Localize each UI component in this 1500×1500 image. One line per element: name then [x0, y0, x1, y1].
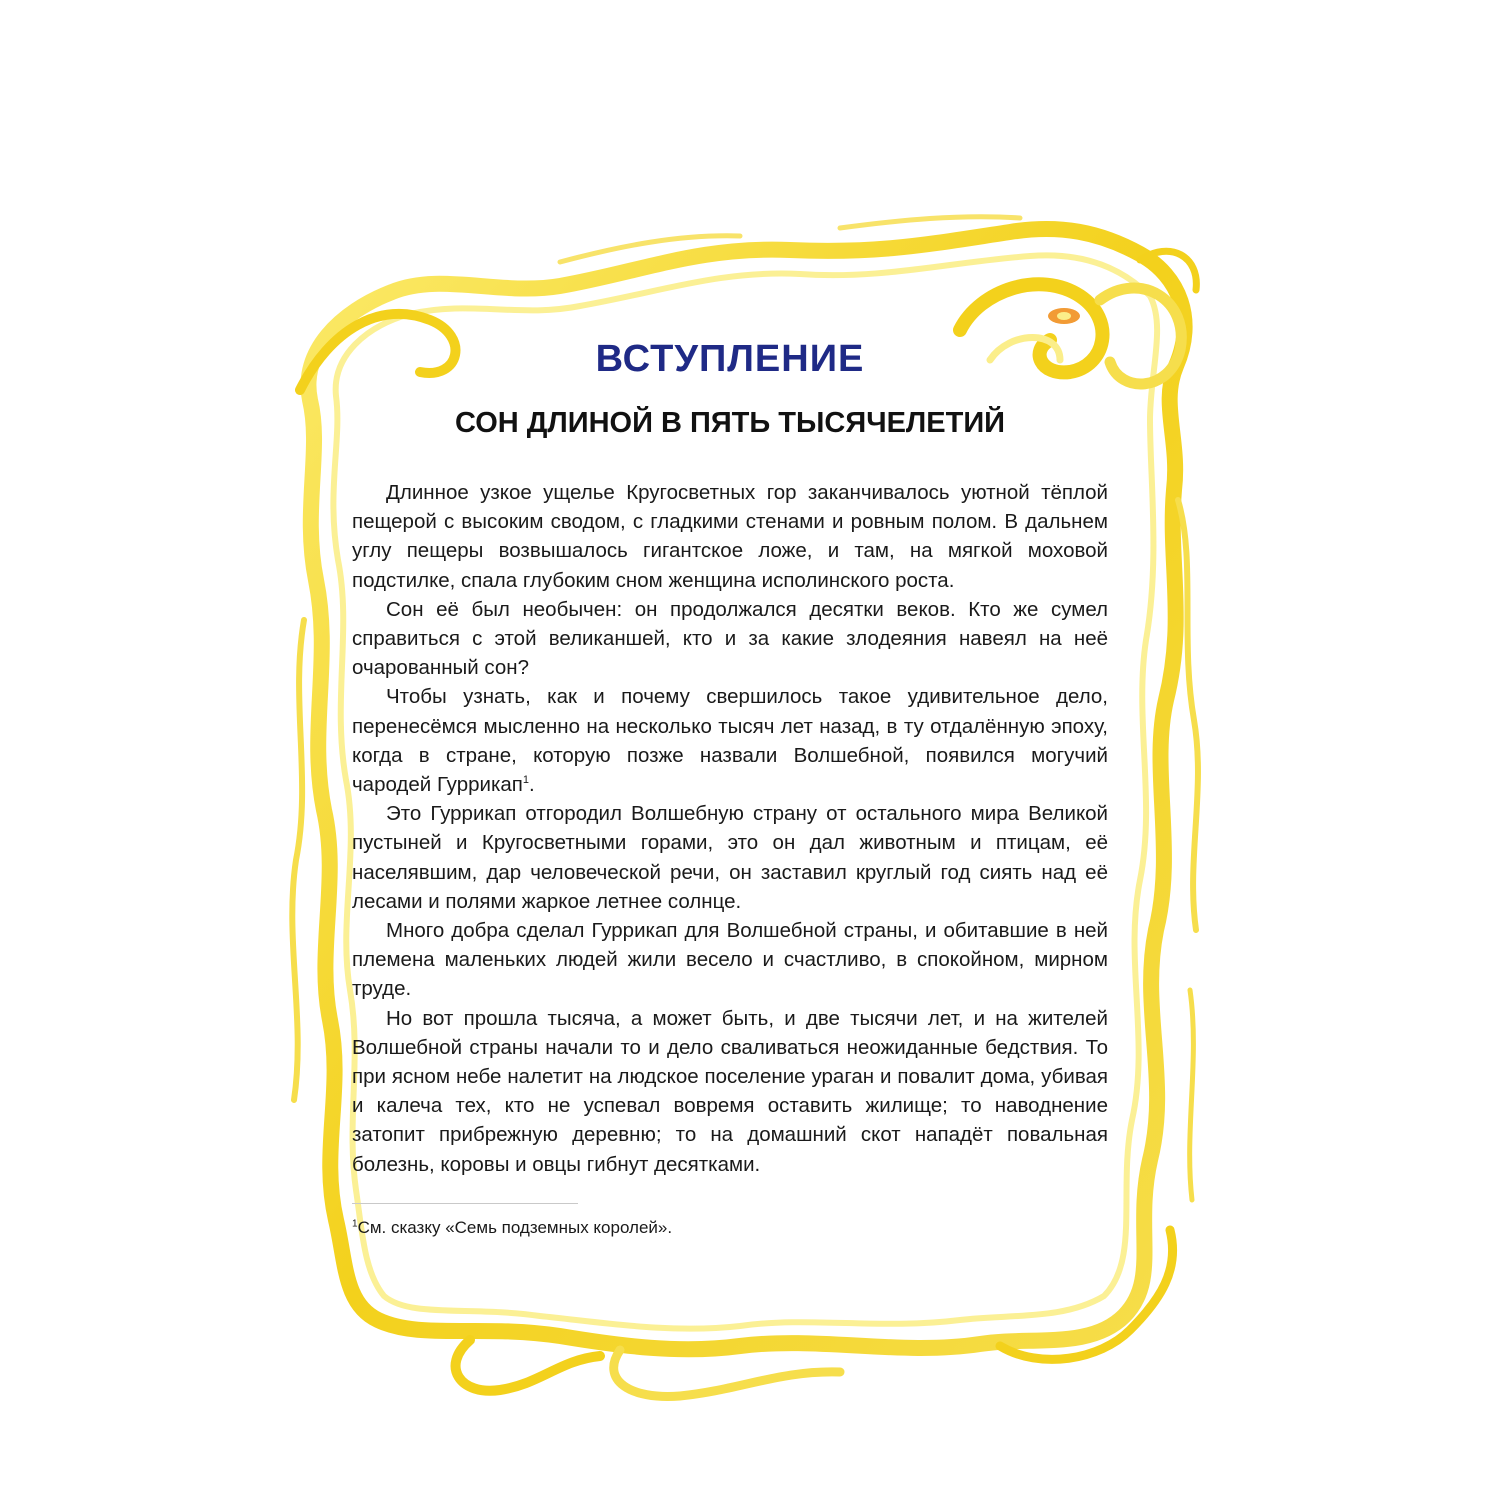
footnote-text: См. сказку «Семь подземных королей». — [357, 1217, 673, 1237]
page-content — [352, 338, 1108, 1238]
frame-curl-bottom-center — [614, 1350, 840, 1397]
body-text — [352, 478, 1108, 1179]
chapter-subtitle: СОН ДЛИНОЙ В ПЯТЬ ТЫСЯЧЕЛЕТИЙ — [454, 407, 1006, 439]
frame-wisp-left-1 — [292, 620, 304, 1100]
paragraph: Сон её был необычен: он продолжался десятки веков. Кто же сумел справиться с этой великаншей, кто и за какие злодеяния навеял на неё очарованный сон? — [352, 597, 1108, 680]
footnote-reference[interactable]: 1 — [522, 774, 529, 787]
paragraph: Длинное узкое ущелье Кругосветных гор заканчивалось уютной тёплой пещерой с высоким сводом, с гладкими стенами и ровным полом. В дальнем углу пещеры возвышалось гигантское ложе, и там, на мягкой моховой подстилке, спала глубоким сном женщина исполинского роста. — [352, 481, 1108, 592]
paragraph: Это Гуррикап отгородил Волшебную страну от остального мира Великой пустыней и Кругосветными горами, это он дал животным и птицам, её населявшим, дар человеческой речи, он заставил круглый год сиять над её лесами и полями жаркое летнее солнце. — [352, 802, 1108, 913]
footnote-mark: 1 — [352, 1218, 358, 1230]
footnote-divider — [352, 1203, 578, 1204]
footnote — [352, 1218, 1108, 1238]
paragraph: Но вот прошла тысяча, а может быть, и две тысячи лет, и на жителей Волшебной страны начали то и дело сваливаться неожиданные бедствия. То при ясном небе налетит на людское поселение ураган и повалит дома, убивая и калеча тех, кто не успевал вовремя оставить жилище; то наводнение затопит прибрежную деревню; то на домашний скот нападёт повальная болезнь, коровы и овцы гибнут десятками. — [352, 1006, 1108, 1176]
frame-wisp-right-2 — [1190, 990, 1194, 1200]
frame-wisp-top-2 — [840, 217, 1020, 228]
frame-curl-bottom-left — [456, 1340, 600, 1391]
paragraph: Много добра сделал Гуррикап для Волшебной страны, и обитавшие в ней племена маленьких людей жили весело и счастливо, в спокойном, мирном труде. — [352, 919, 1108, 1001]
paragraph: Чтобы узнать, как и почему свершилось такое удивительное дело, перенесёмся мысленно на несколько тысяч лет назад, в ту отдалённую эпоху, когда в стране, которую позже назвали Волшебной, появился могучий чародей Гуррикап$^1$. — [352, 685, 1108, 797]
chapter-title: ВСТУПЛЕНИЕ — [595, 338, 865, 380]
